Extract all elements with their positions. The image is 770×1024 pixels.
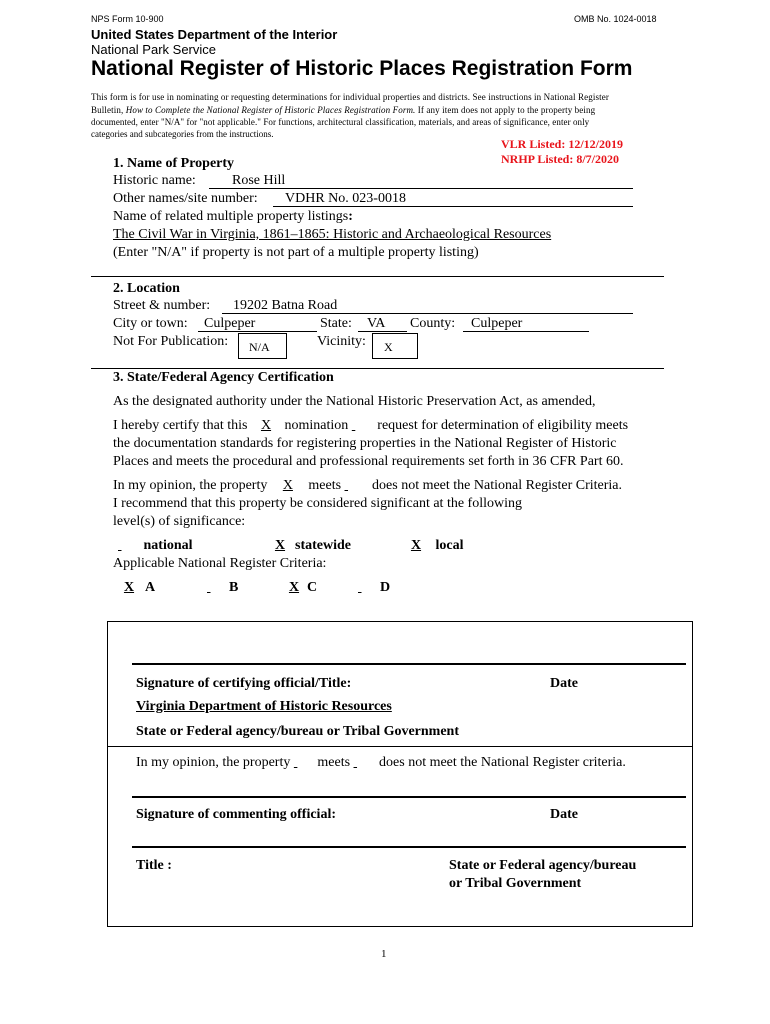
publication-value: N/A [249, 340, 270, 354]
title-line[interactable] [132, 846, 686, 848]
city-value: Culpeper [204, 316, 256, 331]
page-title: National Register of Historic Places Registration Form [91, 57, 633, 80]
commenting-not-meet-check[interactable] [354, 755, 376, 771]
section-divider-2 [91, 368, 664, 369]
agency-name: Virginia Department of Historic Resources [136, 699, 392, 714]
criteria-label: Applicable National Register Criteria: [113, 556, 327, 571]
certify-line-1: I hereby certify that this X nomination request for determination of eligibility meets [113, 418, 629, 433]
commenting-signature-label: Signature of commenting official: [136, 807, 336, 822]
state-label: State: [320, 316, 352, 331]
level-statewide[interactable]: X statewide [274, 538, 351, 553]
related-listings-label: Name of related multiple property listings: [113, 209, 353, 224]
city-label: City or town: [113, 316, 188, 331]
not-meet-check[interactable] [345, 478, 369, 494]
criteria-d[interactable]: D [380, 580, 391, 595]
nrhp-listed: NRHP Listed: 8/7/2020 [501, 152, 620, 166]
vicinity-value: X [384, 340, 393, 354]
section-1-heading: 1. Name of Property [113, 156, 235, 171]
instructions-line-2: Bulletin, How to Complete the National Register of Historic Places Registration Form. If any item does not apply to the property being [91, 105, 596, 115]
recommend-line-2: level(s) of significance: [113, 514, 246, 529]
signature-box [107, 621, 693, 927]
agency-type-label: State or Federal agency/bureau or Tribal Government [136, 724, 460, 739]
street-label: Street & number: [113, 298, 211, 313]
level-local[interactable]: X local [410, 538, 464, 553]
form-number: NPS Form 10-900 [91, 14, 164, 24]
publication-label: Not For Publication: [113, 334, 229, 349]
instructions-line-4: categories and subcategories from the instructions. [91, 129, 274, 139]
county-label: County: [410, 316, 456, 331]
instructions-line-1: This form is for use in nominating or requesting determinations for individual properties and districts. See instructions in National Register [91, 92, 609, 102]
service-name: National Park Service [91, 42, 216, 57]
certify-line-3: Places and meets the procedural and professional requirements set forth in 36 CFR Part 60. [113, 454, 624, 469]
meets-check[interactable]: X [282, 478, 293, 493]
criteria-b[interactable]: B [229, 580, 239, 595]
vicinity-box[interactable] [372, 333, 418, 359]
title-label: Title : [136, 858, 172, 873]
department-name: United States Department of the Interior [91, 27, 338, 42]
authority-statement: As the designated authority under the National Historic Preservation Act, as amended, [113, 394, 596, 409]
nomination-check[interactable]: X [260, 418, 272, 433]
section-3-heading: 3. State/Federal Agency Certification [113, 370, 334, 385]
commenting-opinion: In my opinion, the property meets does not meet the National Register criteria. [136, 755, 626, 770]
criteria-a[interactable]: X A [123, 580, 156, 595]
agency-right-line-2: or Tribal Government [449, 876, 582, 891]
vlr-listed: VLR Listed: 12/12/2019 [501, 137, 624, 151]
request-check[interactable] [352, 418, 374, 434]
level-national[interactable]: national [143, 538, 193, 553]
historic-name-label: Historic name: [113, 173, 196, 188]
other-names-label: Other names/site number: [113, 191, 258, 206]
bulletin-title: How to Complete the National Register of Historic Places Registration Form. [125, 105, 416, 115]
box-divider [108, 746, 692, 747]
vicinity-label: Vicinity: [317, 334, 366, 349]
omb-number: OMB No. 1024-0018 [574, 14, 657, 24]
instructions-line-3: documented, enter "N/A" for "not applicable." For functions, architectural classification, materials, and areas of significance, enter only [91, 117, 590, 127]
certifying-signature-label: Signature of certifying official/Title: [136, 676, 352, 691]
certifying-date-label: Date [550, 676, 578, 691]
commenting-date-label: Date [550, 807, 578, 822]
commenting-meets-check[interactable] [294, 755, 314, 771]
historic-name-value: Rose Hill [232, 173, 286, 188]
section-divider-1 [91, 276, 664, 277]
section-2-heading: 2. Location [113, 281, 180, 296]
county-value: Culpeper [471, 316, 523, 331]
state-value: VA [367, 316, 386, 331]
commenting-signature-line[interactable] [132, 796, 686, 798]
certify-line-2: the documentation standards for registering properties in the National Register of Historic [113, 436, 617, 451]
enter-na-note: (Enter "N/A" if property is not part of a multiple property listing) [113, 245, 479, 260]
street-value: 19202 Batna Road [233, 298, 338, 313]
related-listings-value: The Civil War in Virginia, 1861–1865: Historic and Archaeological Resources [113, 227, 552, 242]
agency-right-line-1: State or Federal agency/bureau [449, 858, 637, 873]
page-number: 1 [381, 948, 387, 960]
opinion-line: In my opinion, the property X meets does not meet the National Register Criteria. [113, 478, 623, 493]
recommend-line-1: I recommend that this property be considered significant at the following [113, 496, 522, 511]
criteria-c[interactable]: X C [288, 580, 318, 595]
other-names-value: VDHR No. 023-0018 [285, 191, 406, 206]
certifying-signature-line[interactable] [132, 663, 686, 665]
